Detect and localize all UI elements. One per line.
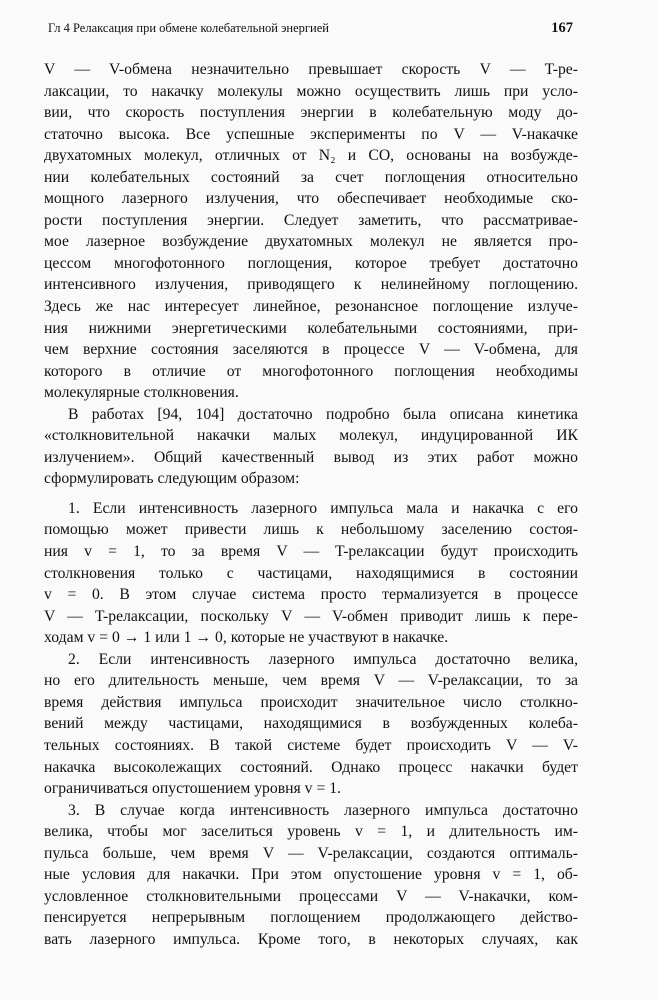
text-line: V — V-обмена незначительно превышает скорость V — T-ре- <box>44 61 578 78</box>
text-line: интенсивного излучения, приводящего к нелинейному поглощению. <box>44 276 578 294</box>
text-line: двухатомных молекул, отличных от N₂ и CO, основаны на возбужде- <box>44 147 578 165</box>
text-line: ходам v = 0 → 1 или 1 → 0, которые не участвуют в накачке. <box>44 629 449 647</box>
text-line: молекулярные столкновения. <box>44 384 239 402</box>
text-line: ния нижними энергетическими колебательными состояниями, при- <box>44 319 578 337</box>
text-line: сформулировать следующим образом: <box>44 470 300 488</box>
text-line: статочно высока. Все успешные эксперименты по V — V-накачке <box>44 125 578 143</box>
text-line: помощью может привести лишь к небольшому заселению состоя- <box>44 521 578 539</box>
text-line: пенсируется непрерывным поглощением продолжающего действо- <box>44 909 578 927</box>
paragraph <box>44 649 578 800</box>
text-line: условленное столкновительными процессами V — V-накачки, ком- <box>44 887 578 905</box>
text-line: но его длительность меньше, чем время V — V-релаксации, то за <box>44 672 578 690</box>
text-line: столкновения только с частицами, находящимися в состоянии <box>44 564 578 582</box>
paragraph <box>44 498 578 649</box>
text-line: Здесь же нас интересует линейное, резонансное поглощение излуче- <box>44 298 578 316</box>
text-line: ограничиваться опустошением уровня v = 1. <box>44 780 341 798</box>
page-body <box>44 59 578 950</box>
paragraph <box>44 800 578 951</box>
paragraph <box>44 59 578 404</box>
text-line: ния v = 1, то за время V — T-релаксации будут происходить <box>44 543 578 561</box>
text-line: ные условия для накачки. При этом опустошение уровня v = 1, об- <box>44 866 578 884</box>
text-line: нии колебательных состояний за счет поглощения относительно <box>44 168 578 186</box>
running-header <box>48 20 573 37</box>
text-line: v = 0. В этом случае система просто термализуется в процессе <box>44 586 578 604</box>
text-line: велика, чтобы мог заселиться уровень v = 1, и длительность им- <box>44 823 578 841</box>
text-line: излучением». Общий качественный вывод из этих работ можно <box>44 448 578 466</box>
text-line: V — T-релаксации, поскольку V — V-обмен приводит лишь к пере- <box>44 607 578 625</box>
text-line: пульса больше, чем время V — V-релаксации, создаются оптималь- <box>44 844 578 862</box>
running-title: Гл 4 Релаксация при обмене колебательной энергией <box>48 21 329 35</box>
text-line: вать лазерного импульса. Кроме того, в некоторых случаях, как <box>44 930 578 948</box>
text-line: лаксации, то накачку молекулы можно осуществить лишь при усло- <box>44 82 578 100</box>
text-line: время действия импульса происходит значительное число столкно- <box>44 693 578 711</box>
text-line: 3. В случае когда интенсивность лазерного импульса достаточно <box>68 801 578 819</box>
text-line: тельных состояниях. В такой системе будет происходить V — V- <box>44 736 578 754</box>
text-line: вии, что скорость поступления энергии в колебательную моду до- <box>44 104 578 122</box>
text-line: мощного лазерного излучения, что обеспечивает необходимые ско- <box>44 190 578 208</box>
text-line: 1. Если интенсивность лазерного импульса мала и накачка с его <box>68 499 578 517</box>
text-line: 2. Если интенсивность лазерного импульса достаточно велика, <box>68 650 578 668</box>
paragraph <box>44 404 578 490</box>
text-line: рости поступления энергии. Следует заметить, что рассматривае- <box>44 211 578 229</box>
text-line: которого в отличие от многофотонного поглощения необходимы <box>44 362 578 380</box>
text-line: «столкновительной накачки малых молекул, индуцированной ИК <box>44 427 578 445</box>
text-line: накачка высоколежащих состояний. Однако процесс накачки будет <box>44 758 578 776</box>
text-line: цессом многофотонного поглощения, которое требует достаточно <box>44 254 578 272</box>
page-number: 167 <box>551 20 573 36</box>
text-line: В работах [94, 104] достаточно подробно была описана кинетика <box>68 405 578 423</box>
text-line: мое лазерное возбуждение двухатомных молекул не является про- <box>44 233 578 251</box>
text-line: вений между частицами, находящимися в возбужденных колеба- <box>44 715 578 733</box>
text-line: чем верхние состояния заселяются в процессе V — V-обмена, для <box>44 341 578 359</box>
